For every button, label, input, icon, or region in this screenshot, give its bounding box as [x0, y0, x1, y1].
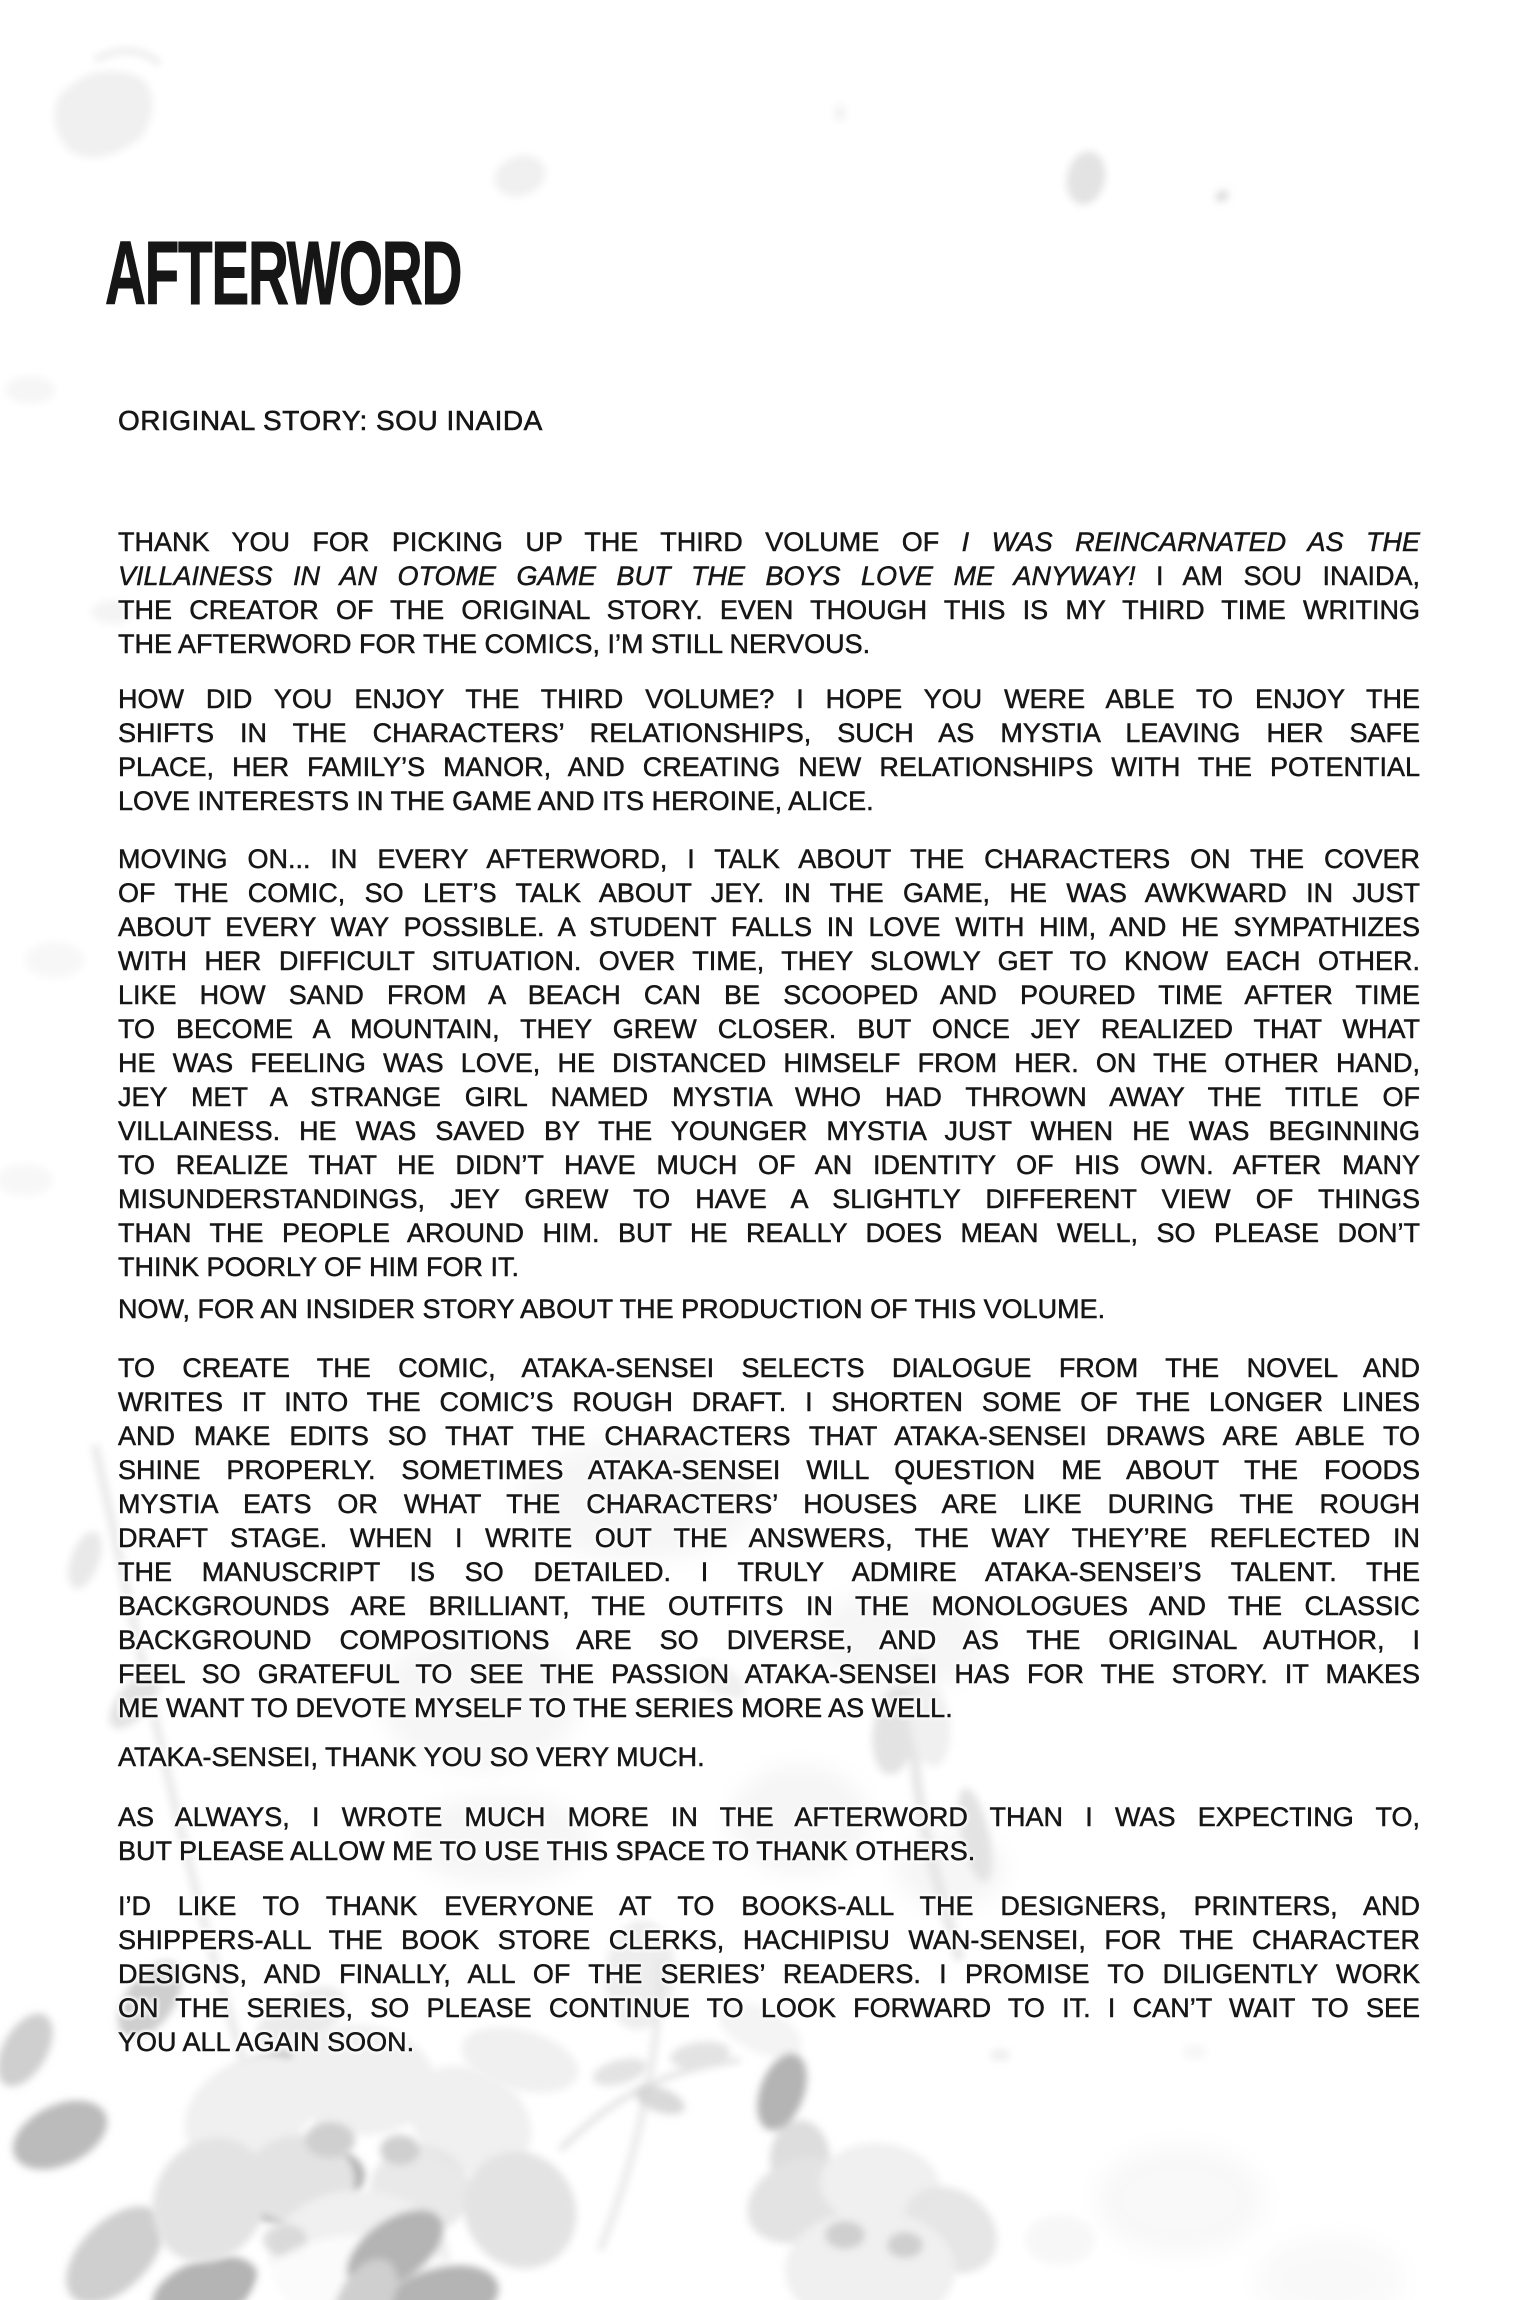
paragraph — [118, 1889, 1420, 2059]
text-line: THINK POORLY OF HIM FOR IT. — [118, 1252, 520, 1282]
text-line: SHINE PROPERLY. SOMETIMES ATAKA-SENSEI WILL QUESTION ME ABOUT THE FOODS — [118, 1455, 1420, 1485]
text-line: LIKE HOW SAND FROM A BEACH CAN BE SCOOPED AND POURED TIME AFTER TIME — [118, 980, 1420, 1010]
text-line: FEEL SO GRATEFUL TO SEE THE PASSION ATAKA-SENSEI HAS FOR THE STORY. IT MAKES — [118, 1659, 1420, 1689]
text-line: DRAFT STAGE. WHEN I WRITE OUT THE ANSWERS, THE WAY THEY’RE REFLECTED IN — [118, 1523, 1420, 1553]
text-line: LOVE INTERESTS IN THE GAME AND ITS HEROINE, ALICE. — [118, 786, 874, 816]
byline: ORIGINAL STORY: SOU INAIDA — [118, 405, 543, 436]
paragraph — [118, 1292, 1420, 1326]
text-line: THAN THE PEOPLE AROUND HIM. BUT HE REALLY DOES MEAN WELL, SO PLEASE DON’T — [118, 1218, 1420, 1248]
text-line: ABOUT EVERY WAY POSSIBLE. A STUDENT FALLS IN LOVE WITH HIM, AND HE SYMPATHIZES — [118, 912, 1420, 942]
text-line: MISUNDERSTANDINGS, JEY GREW TO HAVE A SLIGHTLY DIFFERENT VIEW OF THINGS — [118, 1184, 1420, 1214]
text-line: ME WANT TO DEVOTE MYSELF TO THE SERIES MORE AS WELL. — [118, 1693, 953, 1723]
text-line: MOVING ON... IN EVERY AFTERWORD, I TALK ABOUT THE CHARACTERS ON THE COVER — [118, 844, 1420, 874]
text-line: TO BECOME A MOUNTAIN, THEY GREW CLOSER. BUT ONCE JEY REALIZED THAT WHAT — [118, 1014, 1420, 1044]
text-line: TO REALIZE THAT HE DIDN’T HAVE MUCH OF AN IDENTITY OF HIS OWN. AFTER MANY — [118, 1150, 1420, 1180]
text-line: DESIGNS, AND FINALLY, ALL OF THE SERIES’ READERS. I PROMISE TO DILIGENTLY WORK — [118, 1959, 1420, 1989]
text-line: AS ALWAYS, I WROTE MUCH MORE IN THE AFTERWORD THAN I WAS EXPECTING TO, — [118, 1802, 1420, 1832]
text-line: SHIFTS IN THE CHARACTERS’ RELATIONSHIPS, SUCH AS MYSTIA LEAVING HER SAFE — [118, 718, 1420, 748]
text-line: JEY MET A STRANGE GIRL NAMED MYSTIA WHO HAD THROWN AWAY THE TITLE OF — [118, 1082, 1420, 1112]
page-title: AFTERWORD — [105, 224, 462, 324]
paragraph — [118, 1740, 1420, 1774]
text-line: YOU ALL AGAIN SOON. — [118, 2027, 415, 2057]
text-line: VILLAINESS IN AN OTOME GAME BUT THE BOYS LOVE ME ANYWAY! I AM SOU INAIDA, — [118, 561, 1420, 591]
text-line: HE WAS FEELING WAS LOVE, HE DISTANCED HIMSELF FROM HER. ON THE OTHER HAND, — [118, 1048, 1420, 1078]
text-line: THE CREATOR OF THE ORIGINAL STORY. EVEN THOUGH THIS IS MY THIRD TIME WRITING — [118, 595, 1420, 625]
text-line: BACKGROUNDS ARE BRILLIANT, THE OUTFITS IN THE MONOLOGUES AND THE CLASSIC — [118, 1591, 1420, 1621]
paragraph — [118, 682, 1420, 818]
paragraph — [118, 1351, 1420, 1725]
paragraph — [118, 525, 1420, 661]
text-line: SHIPPERS-ALL THE BOOK STORE CLERKS, HACHIPISU WAN-SENSEI, FOR THE CHARACTER — [118, 1925, 1420, 1955]
text-line: WITH HER DIFFICULT SITUATION. OVER TIME, THEY SLOWLY GET TO KNOW EACH OTHER. — [118, 946, 1420, 976]
text-line: MYSTIA EATS OR WHAT THE CHARACTERS’ HOUSES ARE LIKE DURING THE ROUGH — [118, 1489, 1420, 1519]
text-line: I’D LIKE TO THANK EVERYONE AT TO BOOKS-ALL THE DESIGNERS, PRINTERS, AND — [118, 1891, 1420, 1921]
text-line: AND MAKE EDITS SO THAT THE CHARACTERS THAT ATAKA-SENSEI DRAWS ARE ABLE TO — [118, 1421, 1420, 1451]
text-line: HOW DID YOU ENJOY THE THIRD VOLUME? I HOPE YOU WERE ABLE TO ENJOY THE — [118, 684, 1420, 714]
text-line: THE MANUSCRIPT IS SO DETAILED. I TRULY ADMIRE ATAKA-SENSEI’S TALENT. THE — [118, 1557, 1420, 1587]
text-line: THANK YOU FOR PICKING UP THE THIRD VOLUME OF I WAS REINCARNATED AS THE — [118, 527, 1421, 557]
text-line: PLACE, HER FAMILY’S MANOR, AND CREATING NEW RELATIONSHIPS WITH THE POTENTIAL — [118, 752, 1420, 782]
text-line: WRITES IT INTO THE COMIC’S ROUGH DRAFT. I SHORTEN SOME OF THE LONGER LINES — [118, 1387, 1420, 1417]
text-line: VILLAINESS. HE WAS SAVED BY THE YOUNGER MYSTIA JUST WHEN HE WAS BEGINNING — [118, 1116, 1420, 1146]
text-line: TO CREATE THE COMIC, ATAKA-SENSEI SELECTS DIALOGUE FROM THE NOVEL AND — [118, 1353, 1420, 1383]
text-line: NOW, FOR AN INSIDER STORY ABOUT THE PRODUCTION OF THIS VOLUME. — [118, 1294, 1106, 1324]
text-line: ATAKA-SENSEI, THANK YOU SO VERY MUCH. — [118, 1742, 705, 1772]
text-line: ON THE SERIES, SO PLEASE CONTINUE TO LOOK FORWARD TO IT. I CAN’T WAIT TO SEE — [118, 1993, 1420, 2023]
text-line: BUT PLEASE ALLOW ME TO USE THIS SPACE TO THANK OTHERS. — [118, 1836, 976, 1866]
body-text — [118, 0, 1420, 2300]
text-line: OF THE COMIC, SO LET’S TALK ABOUT JEY. IN THE GAME, HE WAS AWKWARD IN JUST — [118, 878, 1420, 908]
paragraph — [118, 842, 1420, 1284]
paragraph — [118, 1800, 1420, 1868]
text-line: BACKGROUND COMPOSITIONS ARE SO DIVERSE, AND AS THE ORIGINAL AUTHOR, I — [118, 1625, 1420, 1655]
text-line: THE AFTERWORD FOR THE COMICS, I’M STILL NERVOUS. — [118, 629, 871, 659]
